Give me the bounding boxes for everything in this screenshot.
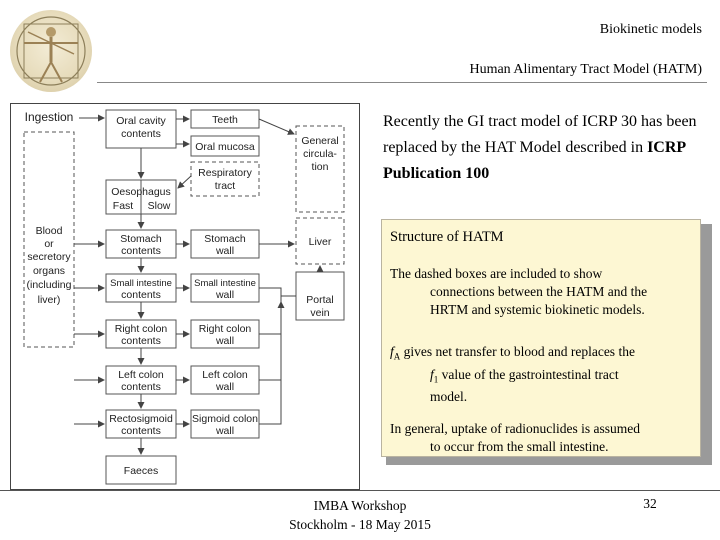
footer-event-name: IMBA Workshop [313,498,407,513]
info-box-heading: Structure of HATM [390,229,504,245]
hatm-diagram [10,103,360,490]
portal-vein-label-2: vein [310,307,330,319]
footer-location-date: Stockholm - 18 May 2015 [289,517,431,532]
stomach-contents-label-1: Stomach [120,233,162,245]
sc-wall-label-1: Sigmoid colon [192,413,258,425]
vitruvian-logo [10,10,92,92]
lc-contents-label-2: contents [121,381,161,393]
p1-line-1: The dashed boxes are included to show [390,266,603,281]
general-circ-label-2: circula- [303,148,337,160]
p2-line-3: model. [430,389,468,405]
rc-wall-label-2: wall [215,335,235,347]
si-contents-label-2: contents [121,289,161,301]
p2-line-1: gives net transfer to blood and replaces the [400,344,635,359]
fa-subscript: A [393,351,401,362]
general-circ-label-1: General [301,135,339,147]
rc-wall-label-1: Right colon [198,323,252,335]
header-title: Biokinetic models [599,22,702,37]
intro-text: Recently the GI tract model of ICRP 30 has been replaced by the HAT Model described in [383,113,697,156]
lc-wall-label-1: Left colon [202,369,248,381]
oral-mucosa-label: Oral mucosa [195,141,255,153]
stomach-wall-label-2: wall [215,245,235,257]
si-wall-label-2: wall [215,289,235,301]
portal-vein-label-1: Portal [306,294,334,306]
header-subtitle: Human Alimentary Tract Model (HATM) [469,62,702,77]
liver-label: Liver [308,236,332,248]
blood-label-1: Blood [35,225,63,237]
si-wall-label-1: Small intestine [194,278,256,289]
footer-divider [0,490,720,491]
header-divider [97,82,707,83]
p1-line-3: HRTM and systemic biokinetic models. [430,302,645,317]
oral-cavity-label-2: contents [121,128,161,140]
footer-event [270,496,450,534]
oesophagus-slow-label: Slow [147,200,171,212]
fa-symbol: f [390,344,394,359]
rs-contents-label-2: contents [121,425,161,437]
teeth-label: Teeth [212,114,238,126]
respiratory-label-2: tract [214,180,236,192]
blood-label-3: secretory [27,251,71,263]
p3-line-2: to occur from the small intestine. [430,439,609,454]
blood-label-6: liver) [37,294,61,306]
blood-label-5: (including [26,279,72,291]
lc-contents-label-1: Left colon [118,369,164,381]
f1-subscript: 1 [433,374,439,385]
general-circ-label-3: tion [311,161,329,173]
info-paragraph-1 [390,265,696,319]
p2-line-2: value of the gastrointestinal tract [438,366,619,382]
respiratory-label-1: Respiratory [198,167,252,179]
info-box [381,219,701,457]
f1-symbol: f [430,366,434,382]
oesophagus-label: Oesophagus [111,186,171,198]
rs-contents-label-1: Rectosigmoid [109,413,173,425]
stomach-contents-label-2: contents [121,245,161,257]
info-paragraph-2 [390,343,696,406]
stomach-wall-label-1: Stomach [204,233,246,245]
page-number: 32 [643,496,657,511]
oral-cavity-label-1: Oral cavity [116,115,166,127]
intro-highlight: ICRP Publication 100 [383,139,686,182]
info-paragraph-3 [390,420,696,456]
rc-contents-label-1: Right colon [114,323,168,335]
blood-label-2: or [44,238,54,250]
faeces-label: Faeces [123,465,159,477]
p1-line-2: connections between the HATM and the [430,284,648,299]
rc-contents-label-2: contents [121,335,161,347]
sc-wall-label-2: wall [215,425,235,437]
ingestion-label: Ingestion [24,110,74,124]
p3-line-1: In general, uptake of radionuclides is assumed [390,421,641,436]
lc-wall-label-2: wall [215,381,235,393]
oesophagus-fast-label: Fast [112,200,134,212]
intro-paragraph [383,109,713,187]
blood-label-4: organs [32,265,66,277]
si-contents-label-1: Small intestine [110,278,172,289]
